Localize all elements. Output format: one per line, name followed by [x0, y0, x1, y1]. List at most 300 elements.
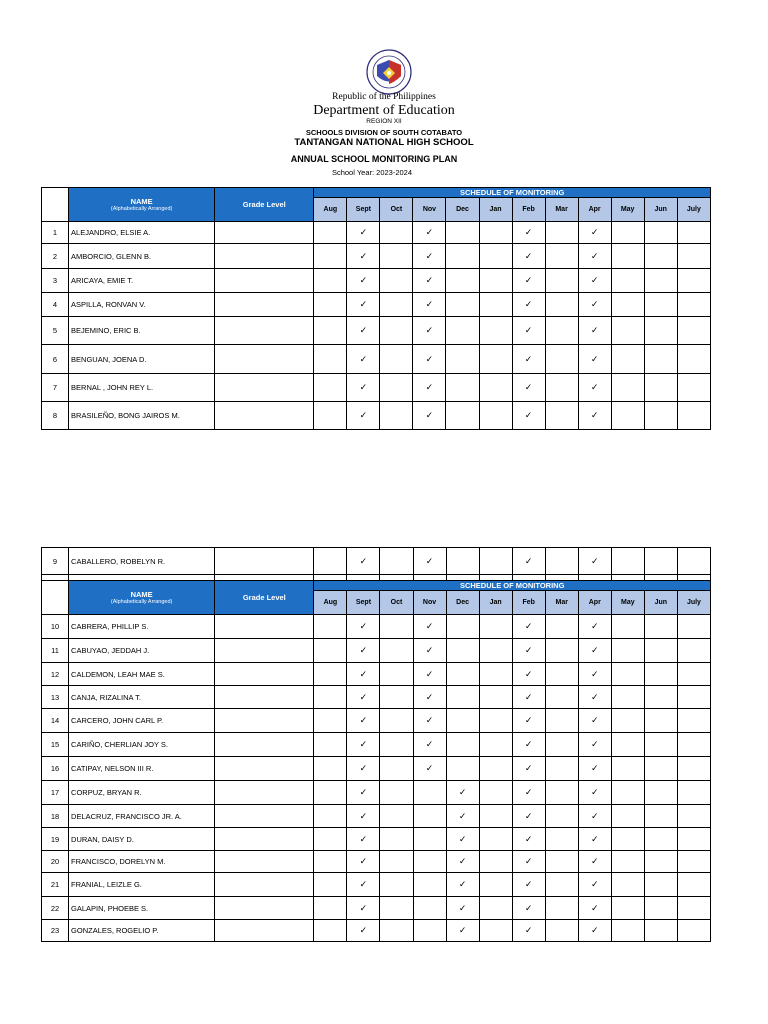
check-cell-feb: ✓ [512, 374, 545, 402]
check-cell-may [611, 733, 644, 757]
check-cell-nov [413, 828, 446, 851]
grade-level-cell [215, 709, 314, 733]
check-cell-july [677, 269, 710, 293]
table-row [42, 851, 711, 873]
check-cell-oct [380, 851, 413, 873]
check-cell-nov: ✓ [413, 686, 446, 709]
month-header-apr: Apr [578, 591, 611, 615]
check-cell-oct [380, 663, 413, 686]
check-cell-dec: ✓ [446, 851, 479, 873]
check-cell-sept: ✓ [347, 244, 380, 269]
check-cell-jun [644, 548, 677, 575]
check-cell-dec: ✓ [446, 920, 479, 942]
check-cell-aug [314, 851, 347, 873]
check-cell-aug [314, 781, 347, 805]
check-cell-dec [446, 615, 479, 639]
check-cell-apr: ✓ [578, 733, 611, 757]
table-row [42, 317, 711, 345]
check-cell-apr: ✓ [578, 402, 611, 430]
check-cell-mar [545, 686, 578, 709]
name-header-label: NAME [130, 590, 153, 599]
month-header-oct: Oct [380, 591, 413, 615]
check-cell-may [611, 639, 644, 663]
check-cell-mar [545, 402, 578, 430]
check-cell-oct [380, 686, 413, 709]
grade-level-cell [215, 548, 314, 575]
month-header-nov: Nov [413, 591, 446, 615]
row-number: 16 [42, 757, 69, 781]
check-cell-nov [413, 851, 446, 873]
check-cell-may [611, 222, 644, 244]
check-cell-aug [314, 548, 347, 575]
check-cell-sept: ✓ [347, 897, 380, 920]
check-cell-aug [314, 733, 347, 757]
check-cell-jan [479, 639, 512, 663]
check-cell-mar [545, 663, 578, 686]
check-cell-feb: ✓ [512, 639, 545, 663]
check-cell-jan [479, 345, 512, 374]
check-cell-dec: ✓ [446, 828, 479, 851]
check-cell-feb: ✓ [512, 781, 545, 805]
grade-level-cell [215, 374, 314, 402]
table-row [42, 374, 711, 402]
check-cell-dec [446, 374, 479, 402]
check-cell-jan [479, 709, 512, 733]
check-cell-may [611, 244, 644, 269]
check-cell-jun [644, 757, 677, 781]
check-cell-sept: ✓ [347, 639, 380, 663]
check-cell-sept: ✓ [347, 317, 380, 345]
check-cell-jan [479, 663, 512, 686]
check-cell-aug [314, 663, 347, 686]
table-row [42, 757, 711, 781]
check-cell-jun [644, 873, 677, 897]
school-year: School Year: 2023-2024 [331, 168, 413, 177]
check-cell-aug [314, 402, 347, 430]
check-cell-oct [380, 709, 413, 733]
check-cell-jun [644, 709, 677, 733]
table-row [42, 402, 711, 430]
check-cell-jun [644, 920, 677, 942]
school-name: TANTANGAN NATIONAL HIGH SCHOOL [294, 137, 474, 148]
check-cell-oct [380, 222, 413, 244]
check-cell-apr: ✓ [578, 639, 611, 663]
grade-level-cell [215, 897, 314, 920]
check-cell-dec [446, 639, 479, 663]
check-cell-jun [644, 663, 677, 686]
check-cell-may [611, 293, 644, 317]
check-cell-jun [644, 805, 677, 828]
name-header [69, 188, 215, 222]
check-cell-feb: ✓ [512, 920, 545, 942]
table-row [42, 828, 711, 851]
teacher-name: CARIÑO, CHERLIAN JOY S. [69, 733, 215, 757]
check-cell-may [611, 402, 644, 430]
grade-level-cell [215, 920, 314, 942]
check-cell-jun [644, 639, 677, 663]
table-row [42, 920, 711, 942]
row-number: 11 [42, 639, 69, 663]
table-row [42, 686, 711, 709]
check-cell-nov: ✓ [413, 663, 446, 686]
check-cell-oct [380, 873, 413, 897]
teacher-name: AMBORCIO, GLENN B. [69, 244, 215, 269]
check-cell-feb: ✓ [512, 317, 545, 345]
check-cell-oct [380, 345, 413, 374]
check-cell-sept: ✓ [347, 733, 380, 757]
check-cell-aug [314, 345, 347, 374]
check-cell-aug [314, 757, 347, 781]
month-header-mar: Mar [545, 591, 578, 615]
check-cell-apr: ✓ [578, 663, 611, 686]
check-cell-jun [644, 244, 677, 269]
row-number: 21 [42, 873, 69, 897]
check-cell-jun [644, 374, 677, 402]
check-cell-dec: ✓ [446, 897, 479, 920]
check-cell-apr: ✓ [578, 781, 611, 805]
row-number: 23 [42, 920, 69, 942]
check-cell-nov: ✓ [413, 244, 446, 269]
check-cell-jan [479, 805, 512, 828]
grade-level-cell [215, 805, 314, 828]
check-cell-jun [644, 686, 677, 709]
grade-level-cell [215, 639, 314, 663]
schedule-header: SCHEDULE OF MONITORING [314, 581, 711, 591]
check-cell-jan [479, 920, 512, 942]
check-cell-jan [479, 317, 512, 345]
check-cell-apr: ✓ [578, 897, 611, 920]
check-cell-jun [644, 615, 677, 639]
check-cell-mar [545, 828, 578, 851]
check-cell-may [611, 920, 644, 942]
check-cell-jan [479, 757, 512, 781]
check-cell-jan [479, 374, 512, 402]
check-cell-nov: ✓ [413, 269, 446, 293]
check-cell-apr: ✓ [578, 222, 611, 244]
check-cell-jun [644, 345, 677, 374]
check-cell-aug [314, 828, 347, 851]
teacher-name: FRANCISCO, DORELYN M. [69, 851, 215, 873]
grade-level-cell [215, 615, 314, 639]
check-cell-oct [380, 548, 413, 575]
teacher-name: CANJA, RIZALINA T. [69, 686, 215, 709]
department-name: Department of Education [313, 103, 455, 118]
number-header [42, 188, 69, 222]
check-cell-apr: ✓ [578, 345, 611, 374]
teacher-name: ALEJANDRO, ELSIE A. [69, 222, 215, 244]
check-cell-oct [380, 269, 413, 293]
check-cell-aug [314, 244, 347, 269]
grade-level-cell [215, 686, 314, 709]
month-header-aug: Aug [314, 591, 347, 615]
check-cell-sept: ✓ [347, 402, 380, 430]
check-cell-feb: ✓ [512, 873, 545, 897]
month-header-may: May [611, 198, 644, 222]
check-cell-oct [380, 615, 413, 639]
check-cell-mar [545, 781, 578, 805]
row-number: 1 [42, 222, 69, 244]
check-cell-oct [380, 317, 413, 345]
month-header-sept: Sept [347, 198, 380, 222]
check-cell-aug [314, 897, 347, 920]
check-cell-may [611, 374, 644, 402]
check-cell-may [611, 897, 644, 920]
month-header-aug: Aug [314, 198, 347, 222]
teacher-name: BEJEMINO, ERIC B. [69, 317, 215, 345]
check-cell-jun [644, 733, 677, 757]
check-cell-july [677, 709, 710, 733]
check-cell-oct [380, 733, 413, 757]
month-header-feb: Feb [512, 198, 545, 222]
check-cell-july [677, 345, 710, 374]
check-cell-oct [380, 244, 413, 269]
check-cell-sept: ✓ [347, 663, 380, 686]
month-header-july: July [677, 198, 710, 222]
grade-level-cell [215, 402, 314, 430]
row-number: 20 [42, 851, 69, 873]
teacher-name: BENGUAN, JOENA D. [69, 345, 215, 374]
check-cell-dec [446, 402, 479, 430]
check-cell-aug [314, 269, 347, 293]
check-cell-july [677, 639, 710, 663]
check-cell-nov [413, 920, 446, 942]
check-cell-sept: ✓ [347, 548, 380, 575]
check-cell-july [677, 615, 710, 639]
check-cell-oct [380, 639, 413, 663]
month-header-may: May [611, 591, 644, 615]
row-number: 14 [42, 709, 69, 733]
check-cell-feb: ✓ [512, 615, 545, 639]
check-cell-mar [545, 757, 578, 781]
check-cell-sept: ✓ [347, 709, 380, 733]
grade-level-cell [215, 317, 314, 345]
check-cell-may [611, 548, 644, 575]
month-header-jan: Jan [479, 591, 512, 615]
check-cell-nov: ✓ [413, 345, 446, 374]
grade-level-cell [215, 293, 314, 317]
check-cell-apr: ✓ [578, 244, 611, 269]
month-header-apr: Apr [578, 198, 611, 222]
check-cell-jan [479, 897, 512, 920]
check-cell-sept: ✓ [347, 757, 380, 781]
row-number: 22 [42, 897, 69, 920]
table-row [42, 709, 711, 733]
check-cell-jun [644, 269, 677, 293]
check-cell-may [611, 851, 644, 873]
check-cell-aug [314, 317, 347, 345]
check-cell-aug [314, 686, 347, 709]
check-cell-mar [545, 269, 578, 293]
check-cell-feb: ✓ [512, 733, 545, 757]
name-header-label: NAME [130, 197, 153, 206]
check-cell-aug [314, 374, 347, 402]
grade-level-cell [215, 733, 314, 757]
check-cell-dec [446, 709, 479, 733]
check-cell-dec [446, 293, 479, 317]
check-cell-aug [314, 639, 347, 663]
grade-level-header: Grade Level [215, 188, 314, 222]
table-row [42, 781, 711, 805]
check-cell-feb: ✓ [512, 345, 545, 374]
table-row [42, 663, 711, 686]
check-cell-nov: ✓ [413, 733, 446, 757]
grade-level-cell [215, 244, 314, 269]
check-cell-nov [413, 781, 446, 805]
region-line: REGION XII [366, 118, 402, 125]
check-cell-sept: ✓ [347, 686, 380, 709]
check-cell-july [677, 851, 710, 873]
teacher-name: CATIPAY, NELSON III R. [69, 757, 215, 781]
check-cell-dec [446, 757, 479, 781]
check-cell-may [611, 805, 644, 828]
check-cell-sept: ✓ [347, 269, 380, 293]
check-cell-apr: ✓ [578, 920, 611, 942]
teacher-name: DELACRUZ, FRANCISCO JR. A. [69, 805, 215, 828]
check-cell-dec [446, 222, 479, 244]
check-cell-nov [413, 873, 446, 897]
month-header-dec: Dec [446, 198, 479, 222]
check-cell-sept: ✓ [347, 781, 380, 805]
check-cell-apr: ✓ [578, 828, 611, 851]
check-cell-jun [644, 781, 677, 805]
row-number: 3 [42, 269, 69, 293]
check-cell-apr: ✓ [578, 548, 611, 575]
grade-level-cell [215, 781, 314, 805]
check-cell-jun [644, 222, 677, 244]
check-cell-may [611, 345, 644, 374]
check-cell-july [677, 548, 710, 575]
table-row [42, 873, 711, 897]
check-cell-nov: ✓ [413, 548, 446, 575]
check-cell-jan [479, 269, 512, 293]
check-cell-jan [479, 873, 512, 897]
month-header-jan: Jan [479, 198, 512, 222]
name-header [69, 581, 215, 615]
check-cell-may [611, 828, 644, 851]
check-cell-mar [545, 317, 578, 345]
check-cell-sept: ✓ [347, 851, 380, 873]
check-cell-mar [545, 805, 578, 828]
check-cell-may [611, 709, 644, 733]
check-cell-aug [314, 615, 347, 639]
row-number: 8 [42, 402, 69, 430]
check-cell-aug [314, 222, 347, 244]
check-cell-jun [644, 851, 677, 873]
table-row [42, 244, 711, 269]
check-cell-apr: ✓ [578, 873, 611, 897]
check-cell-oct [380, 757, 413, 781]
row-number: 15 [42, 733, 69, 757]
teacher-name: CALDEMON, LEAH MAE S. [69, 663, 215, 686]
check-cell-nov [413, 897, 446, 920]
check-cell-jun [644, 317, 677, 345]
check-cell-mar [545, 920, 578, 942]
check-cell-dec: ✓ [446, 781, 479, 805]
check-cell-may [611, 781, 644, 805]
check-cell-mar [545, 733, 578, 757]
check-cell-jun [644, 828, 677, 851]
check-cell-nov: ✓ [413, 639, 446, 663]
row-number: 18 [42, 805, 69, 828]
check-cell-sept: ✓ [347, 615, 380, 639]
check-cell-sept: ✓ [347, 920, 380, 942]
check-cell-jan [479, 733, 512, 757]
grade-level-cell [215, 757, 314, 781]
teacher-name: GONZALES, ROGELIO P. [69, 920, 215, 942]
check-cell-jan [479, 851, 512, 873]
check-cell-dec [446, 548, 479, 575]
check-cell-mar [545, 548, 578, 575]
check-cell-sept: ✓ [347, 828, 380, 851]
check-cell-july [677, 686, 710, 709]
row-number: 6 [42, 345, 69, 374]
check-cell-feb: ✓ [512, 709, 545, 733]
check-cell-mar [545, 222, 578, 244]
grade-level-cell [215, 269, 314, 293]
grade-level-cell [215, 851, 314, 873]
check-cell-apr: ✓ [578, 615, 611, 639]
teacher-name: DURAN, DAISY D. [69, 828, 215, 851]
table-row [42, 615, 711, 639]
republic-line: Republic of the Philippines [332, 92, 436, 102]
check-cell-feb: ✓ [512, 293, 545, 317]
schedule-header: SCHEDULE OF MONITORING [314, 188, 711, 198]
month-header-nov: Nov [413, 198, 446, 222]
check-cell-mar [545, 851, 578, 873]
teacher-name: BRASILEÑO, BONG JAIROS M. [69, 402, 215, 430]
row-number: 17 [42, 781, 69, 805]
check-cell-mar [545, 244, 578, 269]
check-cell-aug [314, 709, 347, 733]
teacher-name: CABUYAO, JEDDAH J. [69, 639, 215, 663]
check-cell-jun [644, 293, 677, 317]
check-cell-may [611, 873, 644, 897]
check-cell-mar [545, 897, 578, 920]
table-row [42, 222, 711, 244]
check-cell-dec [446, 686, 479, 709]
check-cell-nov: ✓ [413, 757, 446, 781]
check-cell-feb: ✓ [512, 244, 545, 269]
check-cell-nov: ✓ [413, 317, 446, 345]
check-cell-july [677, 828, 710, 851]
check-cell-feb: ✓ [512, 686, 545, 709]
grade-level-cell [215, 345, 314, 374]
row-number: 9 [42, 548, 69, 575]
check-cell-feb: ✓ [512, 548, 545, 575]
check-cell-july [677, 897, 710, 920]
table-row [42, 733, 711, 757]
month-header-oct: Oct [380, 198, 413, 222]
check-cell-apr: ✓ [578, 374, 611, 402]
check-cell-jan [479, 686, 512, 709]
teacher-name: ASPILLA, RONVAN V. [69, 293, 215, 317]
check-cell-feb: ✓ [512, 402, 545, 430]
check-cell-july [677, 663, 710, 686]
check-cell-oct [380, 805, 413, 828]
check-cell-nov: ✓ [413, 374, 446, 402]
check-cell-apr: ✓ [578, 686, 611, 709]
month-header-july: July [677, 591, 710, 615]
check-cell-dec [446, 733, 479, 757]
check-cell-mar [545, 639, 578, 663]
row-number: 4 [42, 293, 69, 317]
check-cell-july [677, 293, 710, 317]
check-cell-nov: ✓ [413, 222, 446, 244]
check-cell-jun [644, 897, 677, 920]
table-row [42, 269, 711, 293]
check-cell-may [611, 269, 644, 293]
check-cell-july [677, 317, 710, 345]
